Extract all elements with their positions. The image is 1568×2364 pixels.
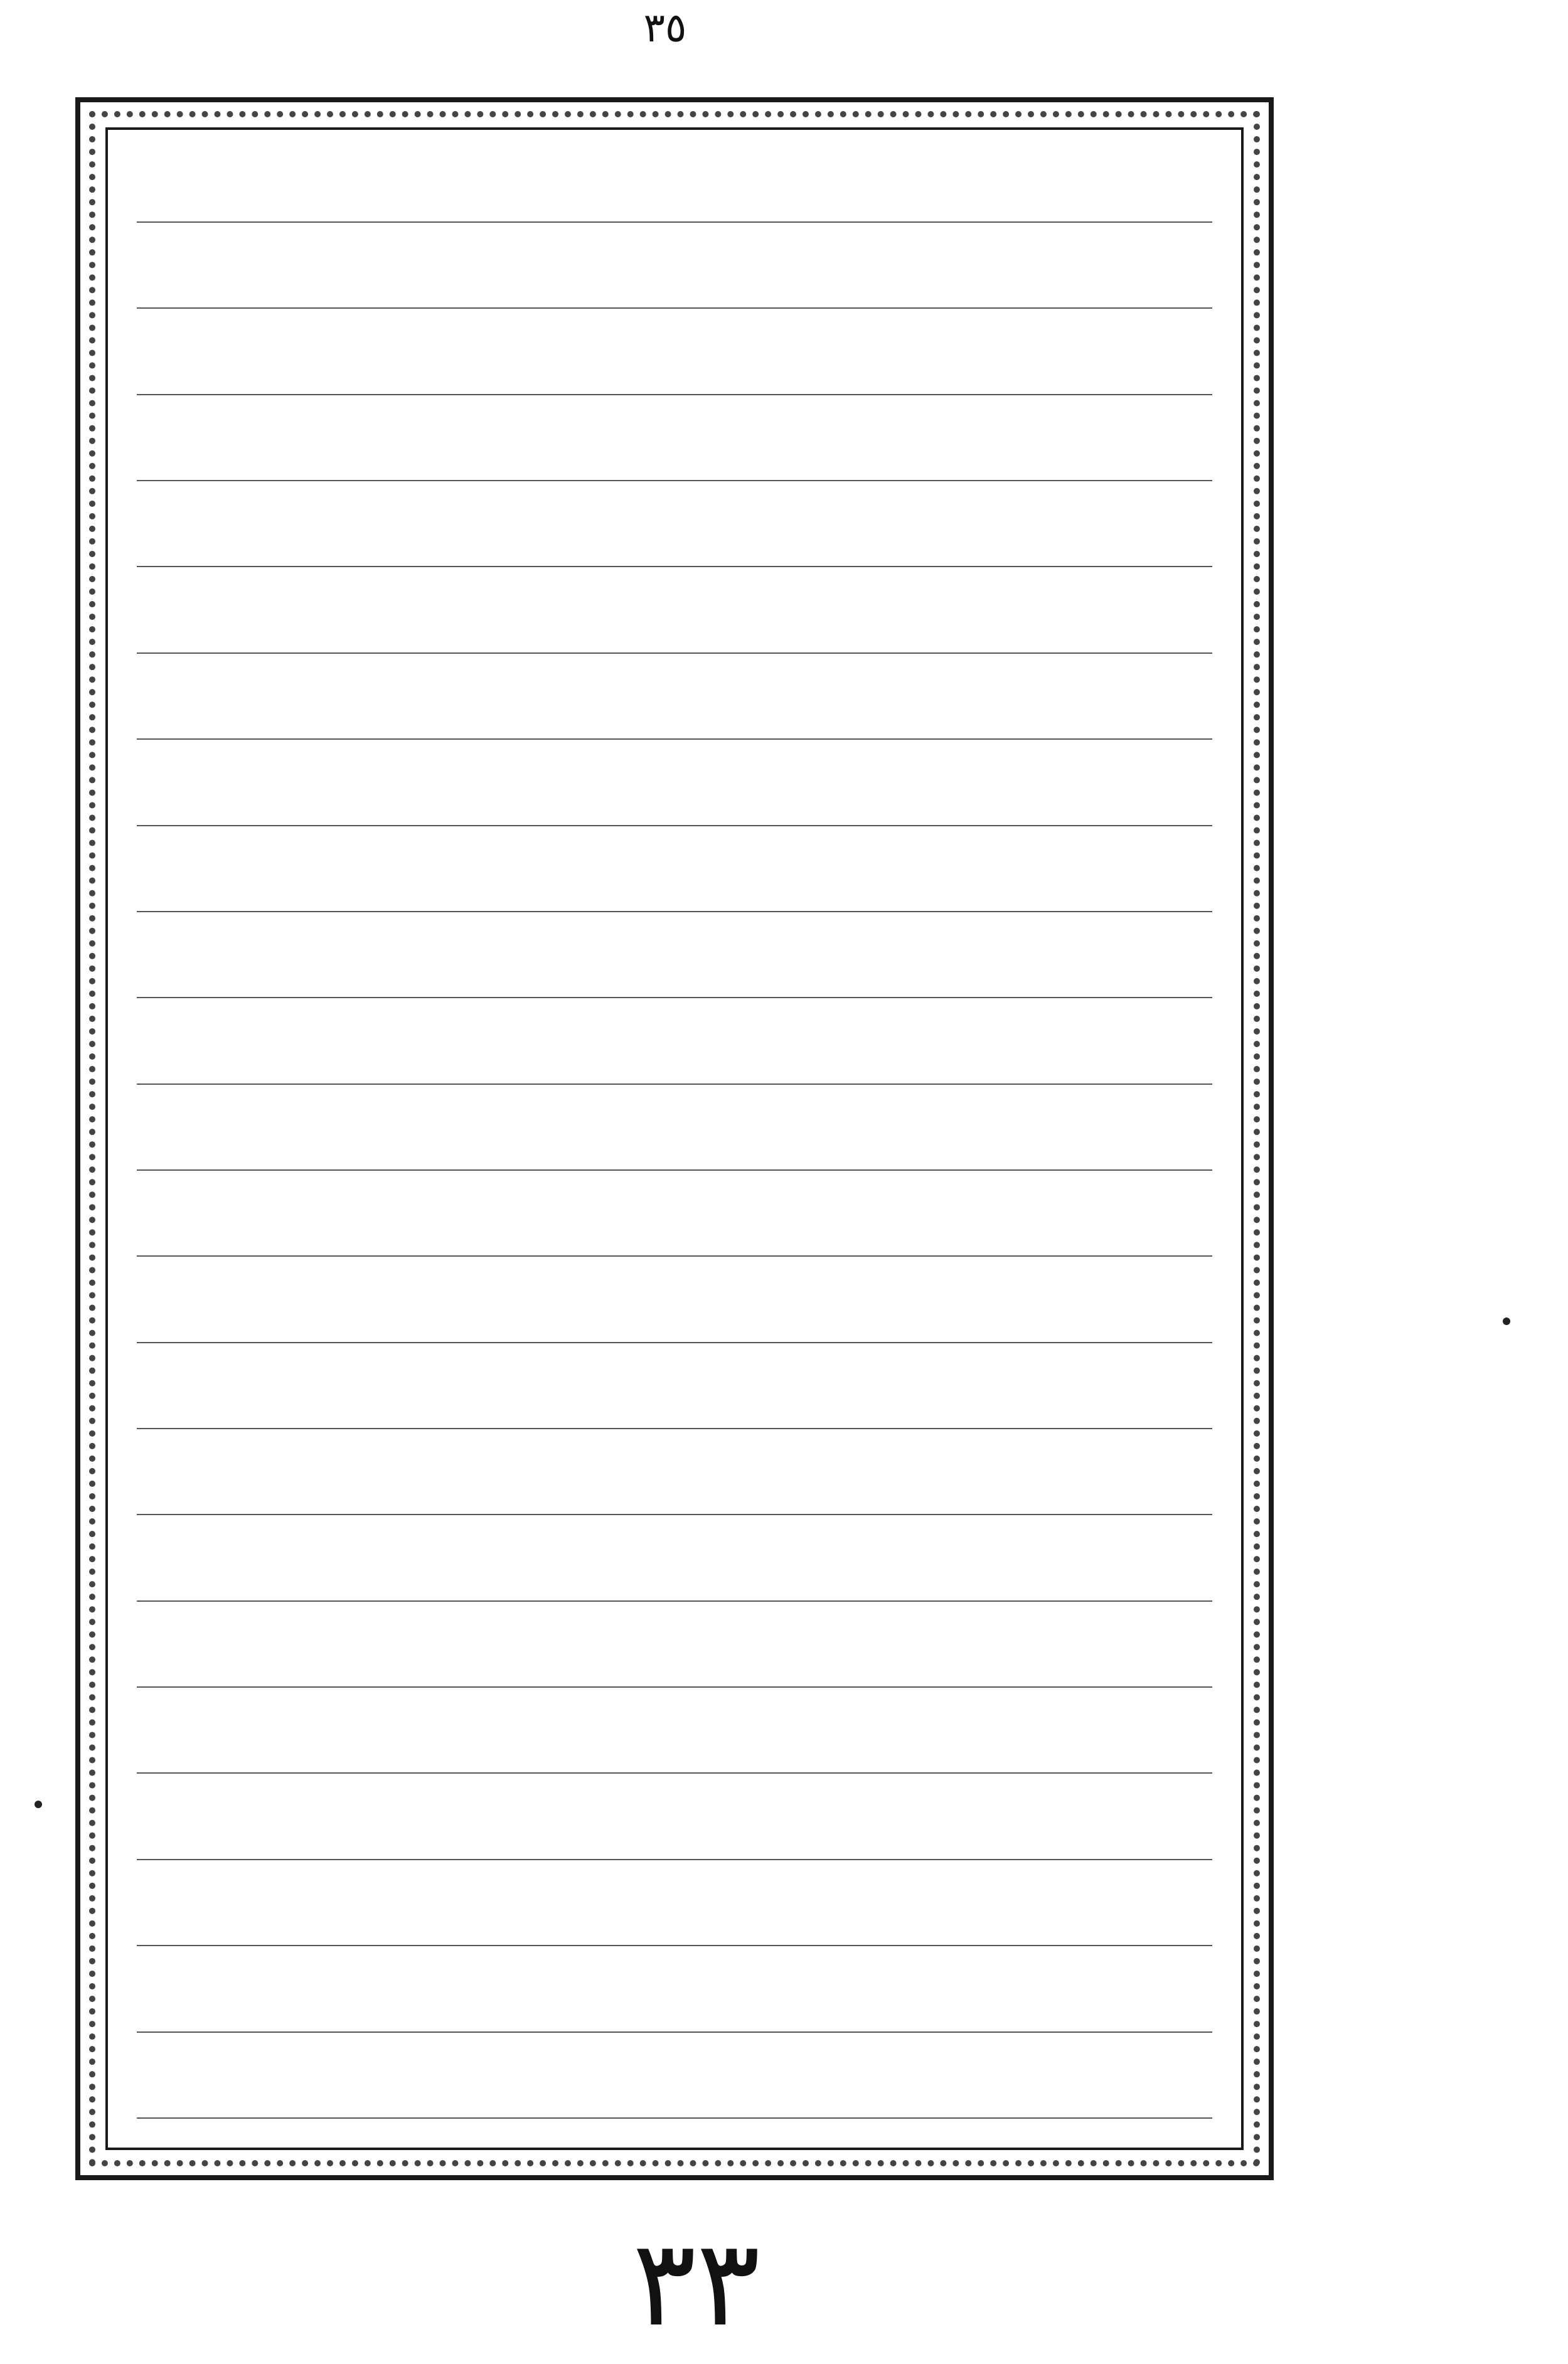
text-line bbox=[137, 1021, 1212, 1085]
text-line bbox=[137, 1365, 1212, 1429]
text-line bbox=[137, 1279, 1212, 1343]
text-line bbox=[137, 1796, 1212, 1860]
text-line bbox=[137, 1451, 1212, 1515]
manuscript-frame bbox=[75, 97, 1274, 2180]
text-line bbox=[137, 762, 1212, 826]
text-line bbox=[137, 934, 1212, 998]
text-line bbox=[137, 676, 1212, 740]
text-line bbox=[137, 417, 1212, 481]
text-line bbox=[137, 503, 1212, 567]
text-line bbox=[137, 159, 1212, 223]
text-line bbox=[137, 848, 1212, 912]
text-line bbox=[137, 1624, 1212, 1688]
text-line bbox=[137, 1969, 1212, 2033]
text-line bbox=[137, 1538, 1212, 1602]
top-page-number: ٣٥ bbox=[643, 5, 687, 51]
text-line bbox=[137, 590, 1212, 654]
text-line bbox=[137, 1710, 1212, 1774]
text-line bbox=[137, 331, 1212, 395]
text-line bbox=[137, 2055, 1212, 2119]
text-line bbox=[137, 245, 1212, 309]
ink-speck bbox=[35, 1801, 42, 1808]
manuscript-text bbox=[137, 159, 1212, 2119]
text-line bbox=[137, 1107, 1212, 1171]
ink-speck bbox=[1503, 1318, 1510, 1325]
text-line bbox=[137, 1882, 1212, 1946]
bottom-page-number: ٣٣ bbox=[632, 2214, 761, 2353]
text-line bbox=[137, 1193, 1212, 1257]
